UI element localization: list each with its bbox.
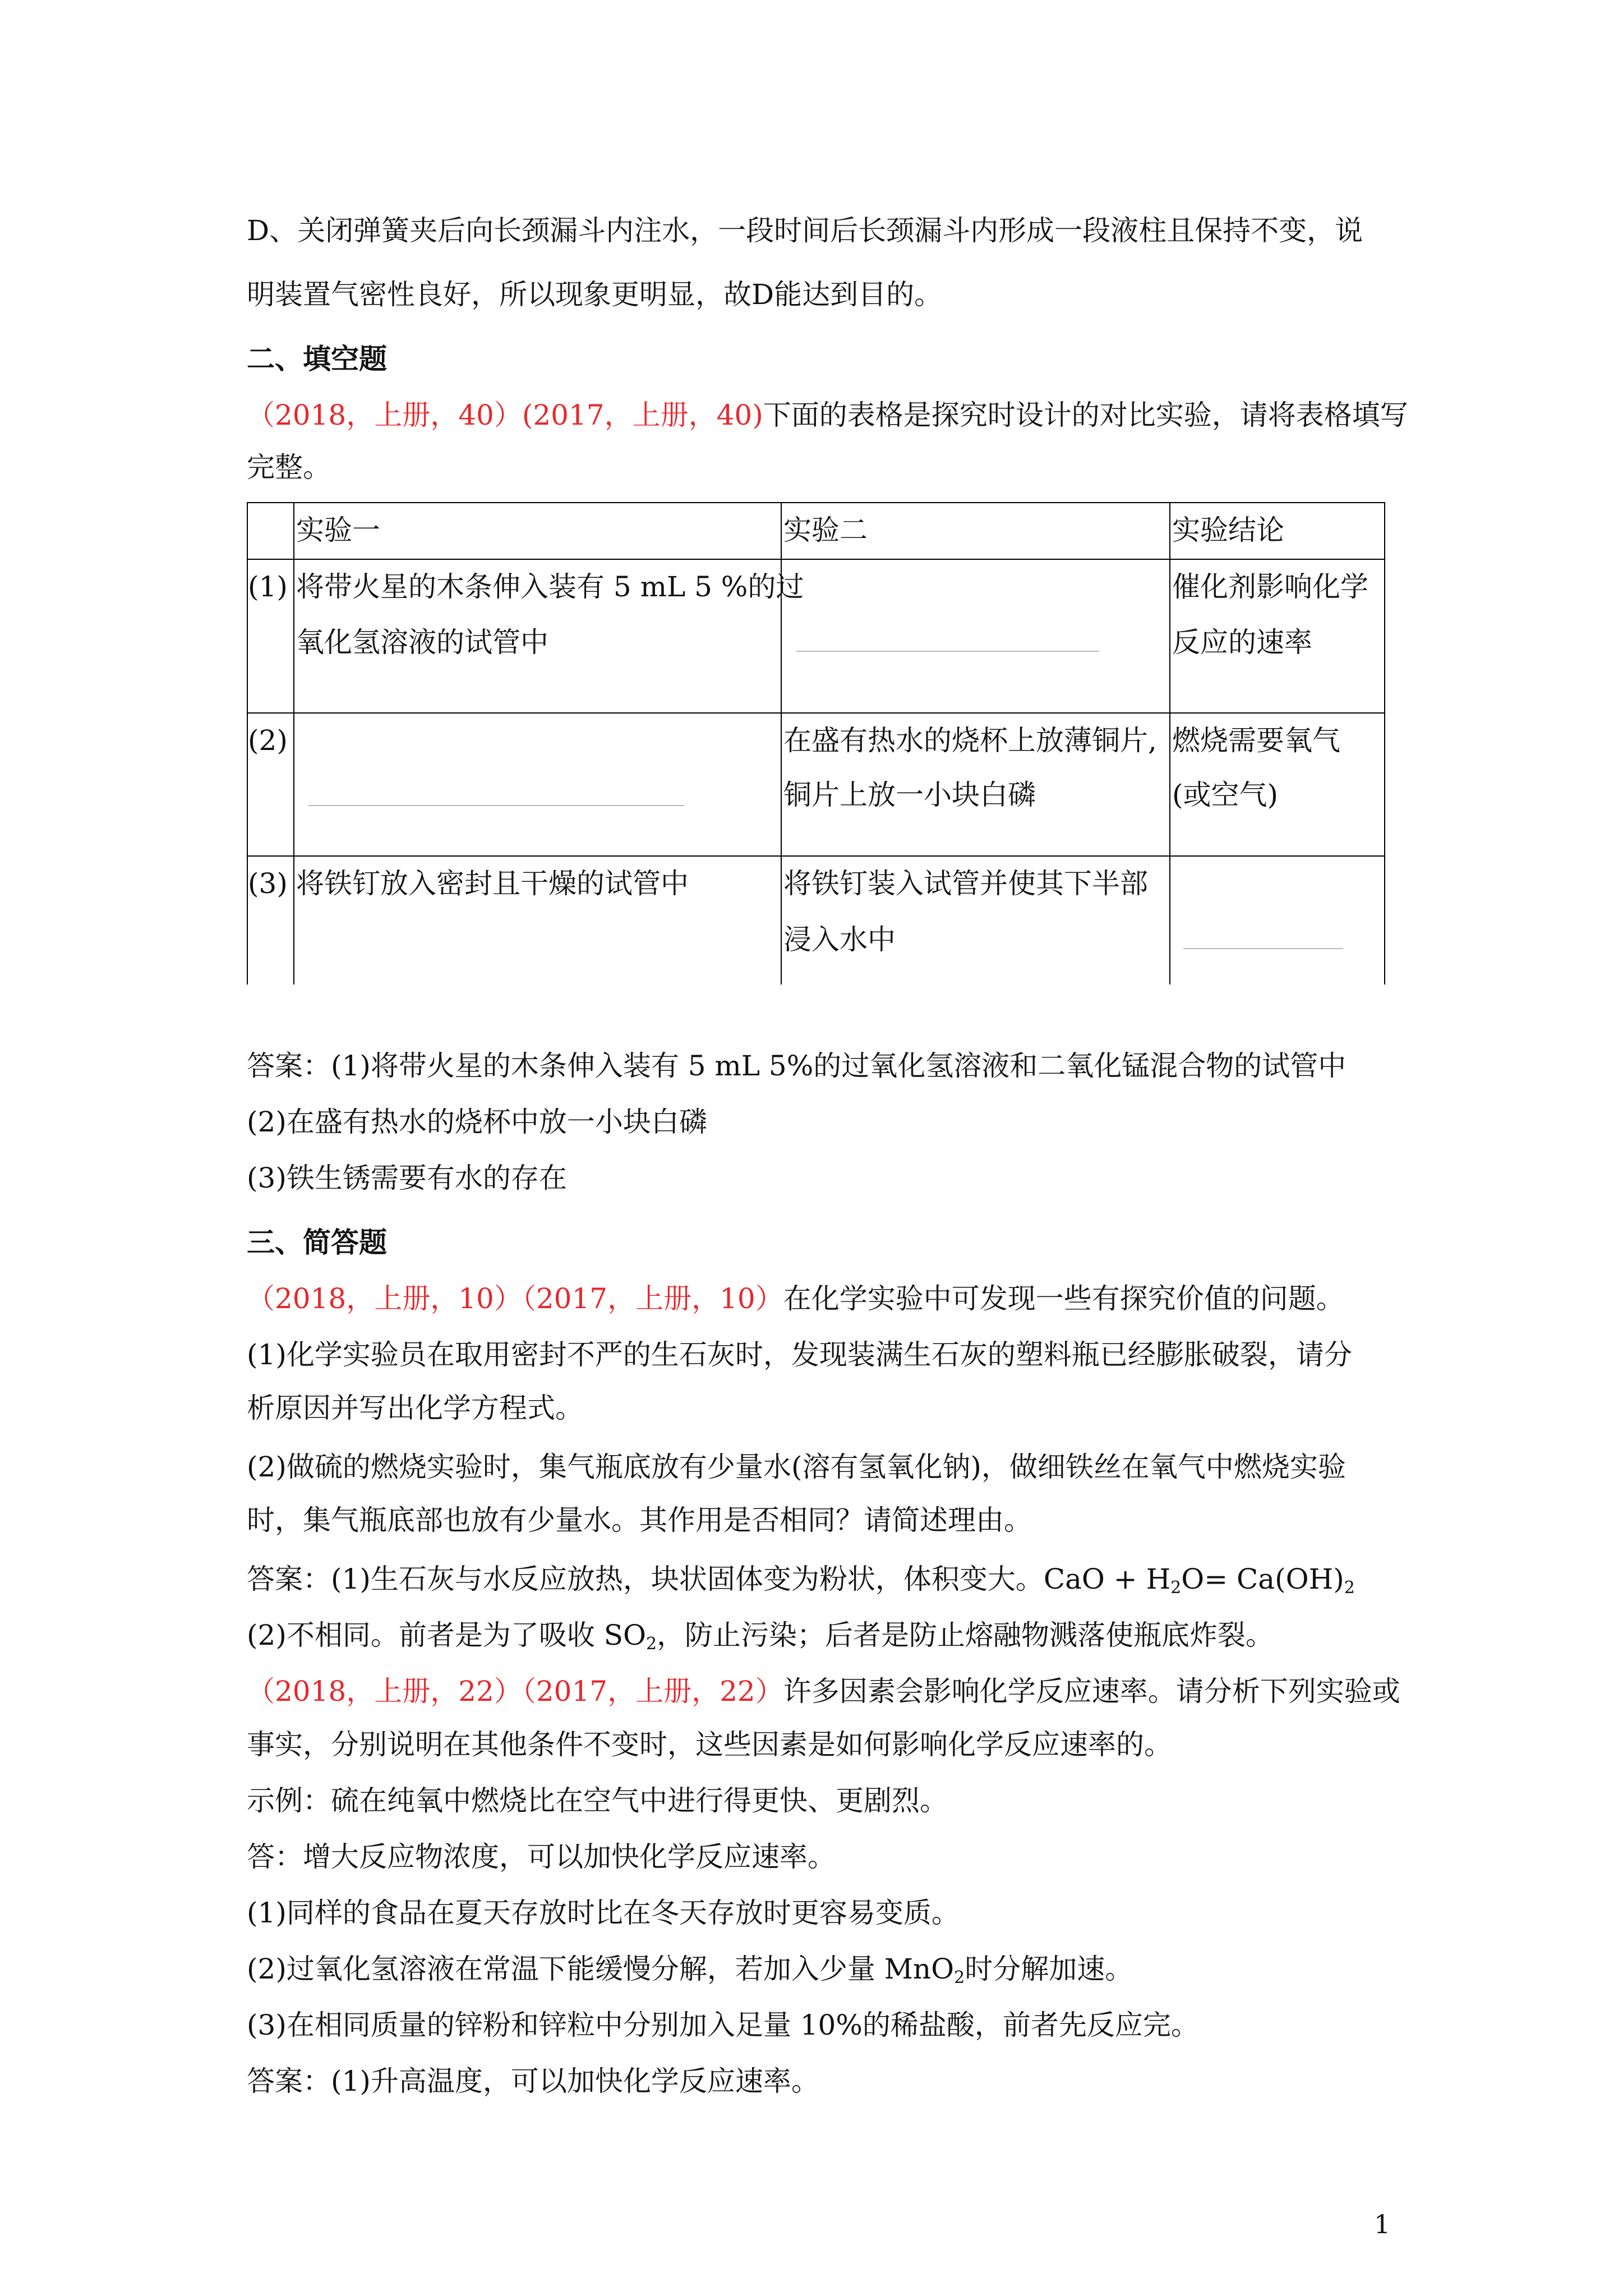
subscript: 2 <box>954 1968 965 1987</box>
fill-blank-answer-line: (2)在盛有热水的烧杯中放一小块白磷 <box>247 1106 707 1138</box>
page-number: 1 <box>1374 2209 1391 2239</box>
row2-conclusion: 燃烧需要氧气 <box>1172 724 1340 757</box>
row3-experiment-one: 将铁钉放入密封且干燥的试管中 <box>296 867 689 900</box>
source-reference: （2018，上册，40）(2017，上册，40) <box>247 399 763 431</box>
q1-intro-text: 在化学实验中可发现一些有探究价值的问题。 <box>783 1282 1344 1315</box>
q2-intro-text: 许多因素会影响化学反应速率。请分析下列实验或 <box>783 1675 1400 1708</box>
row3-experiment-two: 将铁钉装入试管并使其下半部 <box>783 867 1148 900</box>
q1-text-line: 析原因并写出化学方程式。 <box>247 1392 583 1424</box>
table-border-right <box>1384 502 1385 984</box>
q2-item-1: (1)同样的食品在夏天存放时比在冬天存放时更容易变质。 <box>247 1897 960 1929</box>
item-text: (2)过氧化氢溶液在常温下能缓慢分解，若加入少量 MnO <box>247 1953 955 1985</box>
table-rule <box>1169 502 1170 984</box>
q2-example: 示例：硫在纯氧中燃烧比在空气中进行得更快、更剧烈。 <box>247 1784 948 1817</box>
q2-item-2 <box>247 1949 1133 1989</box>
subscript: 2 <box>1170 1578 1182 1598</box>
experiment-table <box>247 502 1385 984</box>
fill-blank-answer-line: (3)铁生锈需要有水的存在 <box>247 1162 567 1194</box>
item-text: 时分解加速。 <box>965 1953 1133 1985</box>
q1-text-line: (2)做硫的燃烧实验时，集气瓶底放有少量水(溶有氢氧化钠)，做细铁丝在氧气中燃烧实验 <box>247 1451 1346 1483</box>
fill-blank-question-line-1 <box>247 395 1408 435</box>
option-d-line-1: D、关闭弹簧夹后向长颈漏斗内注水，一段时间后长颈漏斗内形成一段液柱且保持不变，说 <box>247 214 1363 247</box>
subscript: 2 <box>645 1634 657 1654</box>
row2-experiment-two: 铜片上放一小块白磷 <box>783 779 1036 811</box>
row-number: (2) <box>248 724 288 757</box>
q1-answer-1 <box>247 1559 1355 1599</box>
row3-experiment-two: 浸入水中 <box>783 923 896 956</box>
q2-item-3: (3)在相同质量的锌粉和锌粒中分别加入足量 10%的稀盐酸，前者先反应完。 <box>247 2009 1199 2041</box>
fill-blank-heading: 二、填空题 <box>247 342 387 375</box>
answer-text: 答案：(1)生石灰与水反应放热，块状固体变为粉状，体积变大。CaO + H <box>247 1563 1171 1595</box>
header-experiment-two: 实验二 <box>783 514 868 546</box>
q2-answer: 答案：(1)升高温度，可以加快化学反应速率。 <box>247 2065 819 2097</box>
row2-experiment-two: 在盛有热水的烧杯上放薄铜片, <box>783 724 1157 757</box>
q2-intro-line-2: 事实，分别说明在其他条件不变时，这些因素是如何影响化学反应速率的。 <box>247 1728 1172 1761</box>
q1-text-line: 时，集气瓶底部也放有少量水。其作用是否相同？请简述理由。 <box>247 1504 1032 1536</box>
q1-text-line: (1)化学实验员在取用密封不严的生石灰时，发现装满生石灰的塑料瓶已经膨胀破裂，请分 <box>247 1338 1352 1371</box>
row1-experiment-one: 氧化氢溶液的试管中 <box>296 626 548 659</box>
row1-conclusion: 反应的速率 <box>1172 626 1312 659</box>
short-answer-heading: 三、简答题 <box>247 1226 387 1259</box>
q1-intro <box>247 1279 1344 1318</box>
answer-text: ，防止污染；后者是防止熔融物溅落使瓶底炸裂。 <box>657 1619 1274 1651</box>
row1-conclusion: 催化剂影响化学 <box>1172 570 1368 603</box>
option-d-line-2: 明装置气密性良好，所以现象更明显，故D能达到目的。 <box>247 278 943 311</box>
row2-answer-blank <box>308 805 684 806</box>
answer-text: O= Ca(OH) <box>1181 1563 1344 1595</box>
question-text: 下面的表格是探究时设计的对比实验，请将表格填写 <box>763 399 1408 431</box>
header-experiment-one: 实验一 <box>296 514 380 546</box>
q2-example-answer: 答：增大反应物浓度，可以加快化学反应速率。 <box>247 1841 836 1873</box>
row1-answer-blank <box>796 651 1099 652</box>
row-number: (1) <box>248 570 288 603</box>
answer-text: (2)不相同。前者是为了吸收 SO <box>247 1619 646 1651</box>
q2-intro <box>247 1672 1400 1711</box>
source-reference: （2018，上册，22）（2017，上册，22） <box>247 1675 783 1708</box>
row-number: (3) <box>248 867 288 900</box>
q1-answer-2 <box>247 1616 1274 1655</box>
row3-answer-blank <box>1183 948 1343 949</box>
fill-blank-answer-line: 答案：(1)将带火星的木条伸入装有 5 mL 5%的过氧化氢溶液和二氧化锰混合物的试管中 <box>247 1050 1347 1082</box>
table-rule <box>293 502 294 984</box>
fill-blank-question-line-2: 完整。 <box>247 451 331 484</box>
row1-experiment-one: 将带火星的木条伸入装有 5 mL 5 %的过 <box>296 570 804 603</box>
row2-conclusion: (或空气) <box>1172 779 1279 811</box>
source-reference: （2018，上册，10）（2017，上册，10） <box>247 1282 783 1315</box>
subscript: 2 <box>1344 1578 1355 1598</box>
header-conclusion: 实验结论 <box>1172 514 1284 546</box>
